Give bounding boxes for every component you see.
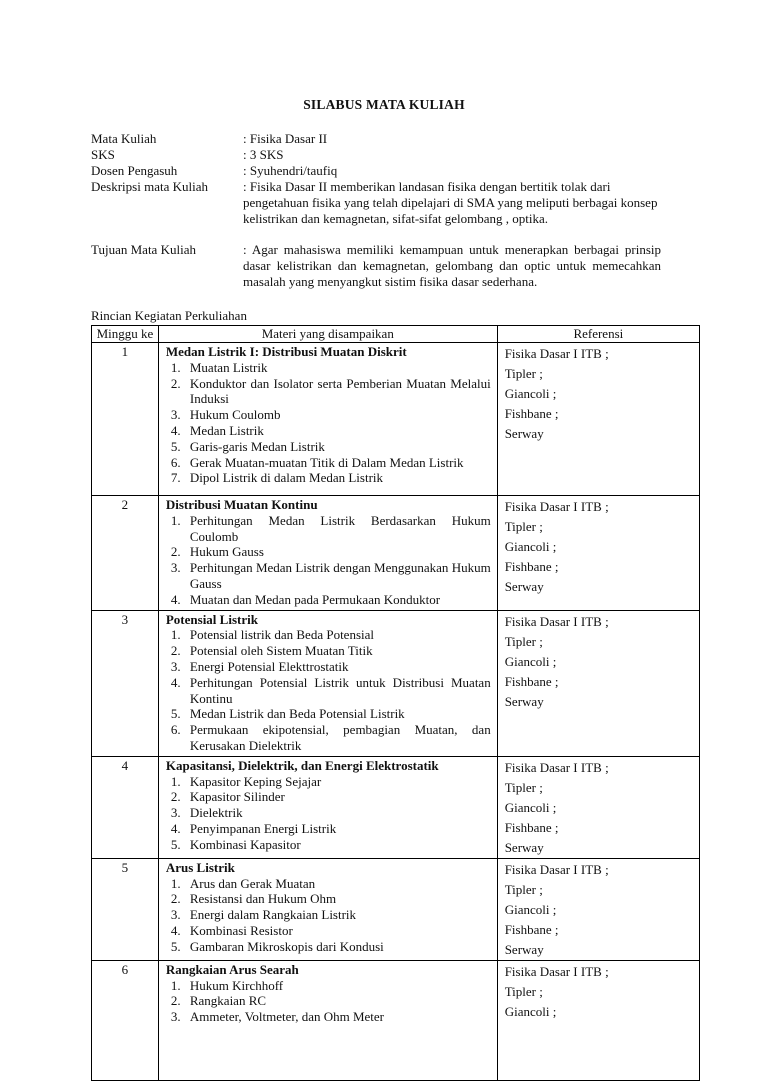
list-item: 2. Rangkaian RC <box>184 993 491 1009</box>
list-item: 1. Hukum Kirchhoff <box>184 978 491 994</box>
list-item: 3. Energi Potensial Elekttrostatik <box>184 659 491 675</box>
reference-item: Giancoli ; <box>504 386 557 401</box>
reference-item: Giancoli ; <box>504 539 557 554</box>
reference-item: Fisika Dasar I ITB ; <box>504 346 609 361</box>
reference-item: Fisika Dasar I ITB ; <box>504 963 609 979</box>
reference-list <box>498 757 699 858</box>
reference-item: Tipler ; <box>504 881 543 897</box>
reference-item: Serway <box>504 579 544 594</box>
list-item: 5. Garis-garis Medan Listrik <box>184 439 491 455</box>
table-row <box>92 343 700 496</box>
list-item: 3. Dielektrik <box>184 805 491 821</box>
reference-item: Fisika Dasar I ITB ; <box>504 613 609 629</box>
materi-cell <box>158 960 497 1080</box>
materi-cell <box>158 858 497 960</box>
info-row-sks <box>91 147 661 163</box>
header-week: Minggu ke <box>92 326 159 343</box>
topic-list <box>166 627 491 753</box>
list-item: 5. Medan Listrik dan Beda Potensial Listrik <box>184 706 491 722</box>
reference-list <box>498 859 699 960</box>
reference-item: Tipler ; <box>504 779 543 795</box>
reference-item: Fishbane ; <box>504 406 559 421</box>
info-label: Dosen Pengasuh <box>91 163 178 178</box>
reference-list <box>498 611 699 712</box>
reference-item: Tipler ; <box>504 633 543 649</box>
reference-item: Serway <box>504 693 544 709</box>
topic-heading: Medan Listrik I: Distribusi Muatan Diskrit <box>165 344 407 359</box>
materi-content <box>159 343 497 488</box>
list-item: 2. Hukum Gauss <box>184 544 491 560</box>
reference-item: Fisika Dasar I ITB ; <box>504 759 609 775</box>
reference-item: Fishbane ; <box>504 921 559 937</box>
list-item: 1. Muatan Listrik <box>184 360 491 376</box>
topic-list <box>166 876 491 955</box>
reference-item: Fishbane ; <box>504 819 559 835</box>
info-value: : Fisika Dasar II memberikan landasan fisika dengan bertitik tolak dari pengetahuan fisika yang telah dipelajari di SMA yang meliputi berbagai konsep kelistrikan dan kemagnetan, sifat-sifat gelombang , optika. <box>243 179 658 226</box>
reference-item: Fishbane ; <box>504 559 559 574</box>
topic-heading: Potensial Listrik <box>165 611 258 627</box>
topic-list <box>166 978 491 1025</box>
materi-content <box>159 611 497 756</box>
week-number: 5 <box>92 858 159 960</box>
materi-content <box>159 496 497 610</box>
info-value: : Syuhendri/taufiq <box>243 163 338 178</box>
reference-item: Serway <box>504 839 544 855</box>
schedule-table <box>91 325 700 1081</box>
list-item: 4. Perhitungan Potensial Listrik untuk Distribusi Muatan Kontinu <box>184 675 491 707</box>
list-item: 1. Kapasitor Keping Sejajar <box>184 774 491 790</box>
tujuan-section <box>91 242 661 290</box>
list-item: 4. Medan Listrik <box>184 423 491 439</box>
header-referensi: Referensi <box>497 326 699 343</box>
header-materi: Materi yang disampaikan <box>158 326 497 343</box>
list-item: 6. Gerak Muatan-muatan Titik di Dalam Medan Listrik <box>184 455 491 471</box>
materi-cell <box>158 610 497 756</box>
reference-item: Giancoli ; <box>504 901 557 917</box>
week-number: 1 <box>92 343 159 496</box>
materi-content <box>159 859 497 957</box>
list-item: 5. Gambaran Mikroskopis dari Kondusi <box>184 939 491 955</box>
reference-item: Giancoli ; <box>504 1003 557 1019</box>
list-item: 4. Kombinasi Resistor <box>184 923 491 939</box>
reference-item: Serway <box>504 941 544 957</box>
list-item: 1. Perhitungan Medan Listrik Berdasarkan Hukum Coulomb <box>184 513 491 545</box>
info-row-tujuan <box>91 242 661 290</box>
info-value: : 3 SKS <box>243 147 284 162</box>
list-item: 4. Penyimpanan Energi Listrik <box>184 821 491 837</box>
info-value: : Fisika Dasar II <box>243 131 328 146</box>
document-title: SILABUS MATA KULIAH <box>303 97 465 112</box>
list-item: 4. Muatan dan Medan pada Permukaan Konduktor <box>184 592 491 608</box>
table-header-row <box>92 326 700 343</box>
reference-list <box>498 496 699 597</box>
list-item: 3. Ammeter, Voltmeter, dan Ohm Meter <box>184 1009 491 1025</box>
week-number: 6 <box>92 960 159 1080</box>
week-number: 2 <box>92 496 159 611</box>
list-item: 1. Arus dan Gerak Muatan <box>184 876 491 892</box>
list-item: 3. Hukum Coulomb <box>184 407 491 423</box>
list-item: 2. Konduktor dan Isolator serta Pemberian Muatan Melalui Induksi <box>184 376 491 408</box>
table-row <box>92 858 700 960</box>
info-row-dosen <box>91 163 661 179</box>
referensi-cell <box>497 343 699 496</box>
info-label: SKS <box>91 147 115 162</box>
table-row <box>92 610 700 756</box>
table-row <box>92 960 700 1080</box>
list-item: 3. Energi dalam Rangkaian Listrik <box>184 907 491 923</box>
reference-item: Fishbane ; <box>504 673 559 689</box>
topic-heading: Arus Listrik <box>165 859 235 875</box>
reference-item: Serway <box>504 426 544 441</box>
info-label: Deskripsi mata Kuliah <box>91 179 208 194</box>
reference-item: Tipler ; <box>504 519 543 534</box>
reference-item: Giancoli ; <box>504 799 557 815</box>
reference-item: Tipler ; <box>504 983 543 999</box>
topic-list <box>166 774 491 853</box>
reference-item: Fisika Dasar I ITB ; <box>504 499 609 514</box>
topic-heading: Distribusi Muatan Kontinu <box>165 497 318 512</box>
topic-heading: Kapasitansi, Dielektrik, dan Energi Elektrostatik <box>165 757 439 773</box>
referensi-cell <box>497 756 699 858</box>
rincian-title: Rincian Kegiatan Perkuliahan <box>91 308 247 323</box>
list-item: 2. Resistansi dan Hukum Ohm <box>184 891 491 907</box>
reference-item: Fisika Dasar I ITB ; <box>504 861 609 877</box>
referensi-cell <box>497 496 699 611</box>
list-item: 2. Kapasitor Silinder <box>184 789 491 805</box>
tujuan-value: : Agar mahasiswa memiliki kemampuan untuk menerapkan berbagai prinsip dasar kelistrikan dan kemagnetan, gelombang dan optic untuk memecahkan masalah yang menyangkut sistim fisika dasar sederhana. <box>243 242 661 289</box>
materi-content <box>159 757 497 855</box>
referensi-cell <box>497 610 699 756</box>
reference-item: Giancoli ; <box>504 653 557 669</box>
list-item: 7. Dipol Listrik di dalam Medan Listrik <box>184 470 491 486</box>
materi-cell <box>158 496 497 611</box>
list-item: 1. Potensial listrik dan Beda Potensial <box>184 627 491 643</box>
table-row <box>92 756 700 858</box>
reference-list <box>498 343 699 444</box>
materi-cell <box>158 343 497 496</box>
referensi-cell <box>497 858 699 960</box>
reference-item: Tipler ; <box>504 366 543 381</box>
topic-list <box>166 513 491 608</box>
reference-list <box>498 961 699 1022</box>
course-info <box>91 131 661 227</box>
list-item: 3. Perhitungan Medan Listrik dengan Menggunakan Hukum Gauss <box>184 560 491 592</box>
week-number: 3 <box>92 610 159 756</box>
referensi-cell <box>497 960 699 1080</box>
info-row-deskripsi <box>91 179 661 227</box>
materi-cell <box>158 756 497 858</box>
list-item: 2. Potensial oleh Sistem Muatan Titik <box>184 643 491 659</box>
week-number: 4 <box>92 756 159 858</box>
topic-list <box>166 360 491 486</box>
list-item: 5. Kombinasi Kapasitor <box>184 837 491 853</box>
list-item: 6. Permukaan ekipotensial, pembagian Muatan, dan Kerusakan Dielektrik <box>184 722 491 754</box>
info-row-mata-kuliah <box>91 131 661 147</box>
materi-content <box>159 961 497 1027</box>
tujuan-label: Tujuan Mata Kuliah <box>91 242 196 257</box>
table-row <box>92 496 700 611</box>
topic-heading: Rangkaian Arus Searah <box>165 961 299 977</box>
info-label: Mata Kuliah <box>91 131 157 146</box>
